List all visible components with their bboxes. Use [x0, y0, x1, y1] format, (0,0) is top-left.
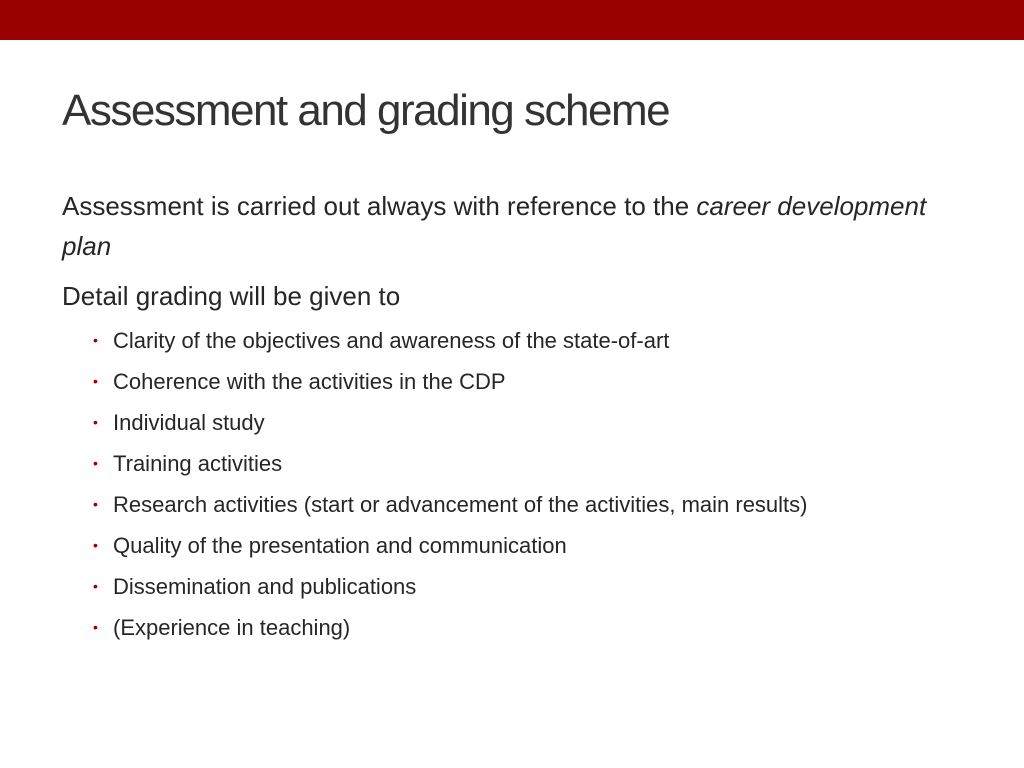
list-item: [62, 402, 962, 443]
intro-emphasis: career development plan: [62, 191, 927, 261]
slide-body: [62, 186, 962, 648]
list-item: [62, 525, 962, 566]
bullet-icon: •: [93, 414, 98, 430]
list-item: [62, 607, 962, 648]
grading-criteria-list: [62, 320, 962, 648]
bullet-icon: •: [93, 496, 98, 512]
bullet-icon: •: [93, 332, 98, 348]
list-item: [62, 443, 962, 484]
list-item-label: (Experience in teaching): [113, 615, 351, 640]
bullet-icon: •: [93, 537, 98, 553]
intro-paragraph: [62, 186, 962, 266]
bullet-icon: •: [93, 455, 98, 471]
slide-title: Assessment and grading scheme: [62, 86, 670, 135]
list-item-label: Training activities: [113, 451, 283, 476]
list-item-label: Individual study: [113, 410, 265, 435]
list-item-label: Coherence with the activities in the CDP: [113, 369, 506, 394]
bullet-icon: •: [93, 619, 98, 635]
list-item-label: Research activities (start or advancement of the activities, main results): [113, 492, 808, 517]
list-item: [62, 566, 962, 607]
list-item-label: Clarity of the objectives and awareness of the state-of-art: [113, 328, 670, 353]
list-item-label: Quality of the presentation and communication: [113, 533, 567, 558]
list-item: [62, 484, 962, 525]
bullet-icon: •: [93, 373, 98, 389]
list-item: [62, 361, 962, 402]
top-accent-bar: [0, 0, 1024, 40]
detail-heading: Detail grading will be given to: [62, 281, 401, 311]
bullet-icon: •: [93, 578, 98, 594]
list-item-label: Dissemination and publications: [113, 574, 417, 599]
intro-text: Assessment is carried out always with reference to the: [62, 191, 697, 221]
list-item: [62, 320, 962, 361]
